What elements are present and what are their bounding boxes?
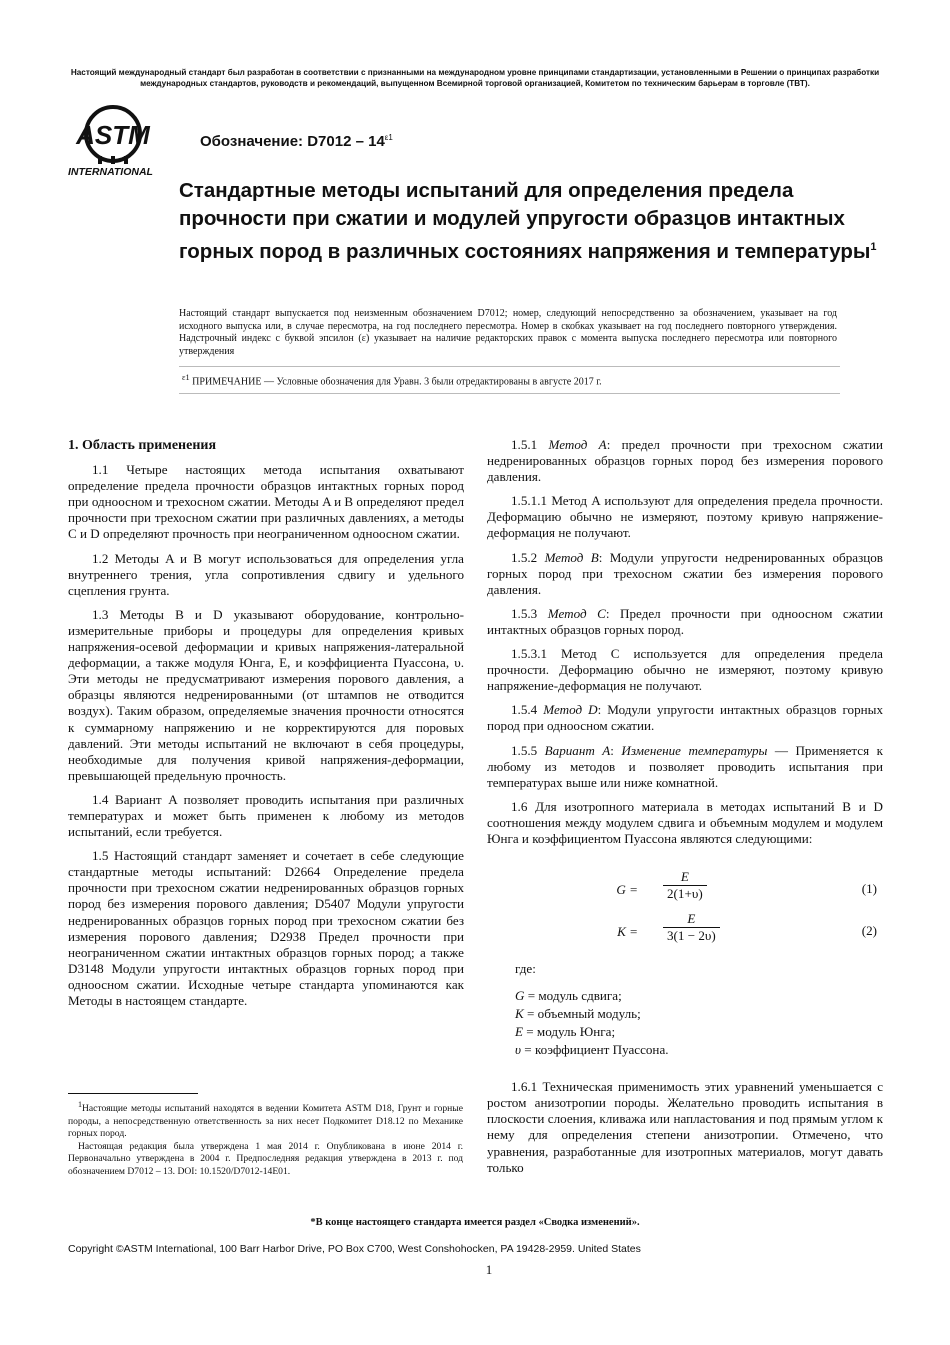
paragraph-1-5-2: 1.5.2 Метод B: Модули упругости недренированных образцов горных пород при трехосном сжатии без измерения порового давления.	[487, 549, 883, 597]
footnote-2: Настоящая редакция была утверждена 1 мая 2014 г. Опубликована в июне 2014 г. Первоначально утверждена в 2004 г. Предпоследняя редакция утверждена в 2013 г. под обозначением D7012 – 13. DOI: 10.1520/D7012-14E01.	[68, 1140, 463, 1177]
editorial-note: $^{\varepsilon 1}$ ПРИМЕЧАНИЕ — Условные обозначения для Уравн. 3 были отредактированы в августе 2017 г.	[179, 366, 840, 394]
definition-item: G = модуль сдвига;	[515, 988, 622, 1004]
paragraph-1-5-5: 1.5.5 Вариант A: Изменение температуры — Применяется к любому из методов и позволяет проводить испытания при температурах выше или ниже комнатной.	[487, 742, 883, 790]
footnotes	[68, 1099, 463, 1178]
paragraph-1-4: 1.4 Вариант A позволяет проводить испытания при различных температурах и может быть применен к любому из методов испытаний, если требуется.	[68, 791, 464, 840]
page-number: 1	[485, 1262, 493, 1277]
footnote-1: $^1$Настоящие методы испытаний находятся в ведении Комитета ASTM D18, Грунт и горные породы, а непосредственную ответственность за них несет Подкомитет D18.12 по Механике горных пород.	[68, 1100, 463, 1140]
where-label: где:	[515, 961, 536, 977]
paragraph-1-2: 1.2 Методы A и B могут использоваться для определения угла внутреннего трения, угла сопротивления сдвигу и удельного сцепления грунта.	[68, 550, 464, 598]
summary-of-changes-note: *В конце настоящего стандарта имеется раздел «Сводка изменений».	[310, 1217, 640, 1228]
paragraph-1-6: 1.6 Для изотропного материала в методах испытаний B и D соотношения между модулем сдвига и объемным модулем и модулем Юнга и коэффициентом Пуассона являются следующими:	[487, 798, 883, 846]
intro-paragraph: Настоящий стандарт выпускается под неизменным обозначением D7012; номер, следующий непосредственно за обозначением, указывает на год исходного выпуска или, в случае пересмотра, на год последнего пересмотра. Номер в скобках указывает на год последнего повторного утверждения. Надстрочный индекс с буквой эпсилон (ε) указывает на наличие редакторских правок с момента выпуска последнего пересмотра или повторного утверждения	[179, 308, 837, 358]
paragraph-1-5-3-1: 1.5.3.1 Метод C используется для определения предела прочности. Деформацию обычно не измеряют, поэтому кривую напряжение-деформация не получают.	[487, 646, 883, 694]
definition-item: K = объемный модуль;	[515, 1006, 641, 1022]
paragraph-1-5-3: 1.5.3 Метод C: Предел прочности при одноосном сжатии интактных образцов горных пород.	[487, 605, 883, 637]
equation-number: (1)	[861, 881, 877, 897]
standard-notice: Настоящий международный стандарт был разработан в соответствии с признанными на международном уровне принципами стандартизации, установленными в Решении о принципах разработки международных стандартов, руководств и рекомендаций, выпущенном Всемирной торговой организацией, Комитетом по техническим барьерам в торговле (ТВТ).	[70, 68, 880, 88]
copyright: Copyright ©ASTM International, 100 Barr Harbor Drive, PO Box C700, West Conshohocken, PA 19428-2959. United States	[68, 1243, 641, 1255]
logo-subtext: INTERNATIONAL	[68, 166, 153, 178]
symbol-definitions	[515, 987, 883, 1059]
left-column	[68, 438, 464, 1017]
footnote-divider	[68, 1093, 198, 1094]
paragraph-1-1: 1.1 Четыре настоящих метода испытания охватывают определение предела прочности образцов интактных горных пород при одноосном и трехосном сжатии. Методы A и B определяют предел прочности при трехосном сжатии при различных давлениях, а методы C и D определяют прочность при неограниченном одноосном сжатии.	[68, 462, 464, 542]
paragraph-1-5: 1.5 Настоящий стандарт заменяет и сочетает в себе следующие стандартные методы испытаний: D2664 Определение предела прочности при трехосном сжатии недренированных образцов горных пород без измерения порового давления; D5407 Модули упругости недренированных образцов горных пород при трехосном сжатии без измерения порового давления; D2938 Предел прочности при неограниченном сжатии интактных образцов горных пород; а также D3148 Модули упругости интактных образцов горных пород при одноосном сжатии. Исходные четыре стандарта упоминаются как Методы в настоящем стандарте.	[68, 848, 464, 1008]
designation-superscript: ε1	[384, 133, 393, 142]
paragraph-1-5-1: 1.5.1 Метод A: предел прочности при трехосном сжатии недренированных образцов горных пород без измерения порового давления.	[487, 437, 883, 485]
paragraph-1-3: 1.3 Методы B и D указывают оборудование, контрольно-измерительные приборы и процедуры для определения кривых напряжения-осевой деформации и кривых напряжения-латеральной деформации, а также модуля Юнга, E, и коэффициента Пуассона, υ. Эти методы не предусматривают измерения порового давления, а образцы являются недренированными (от штампов не отводится воздух). Таким образом, определяемые значения прочности относятся к суммарному напряжению и не корректируются для поровых давлений. Эти методы испытаний не включают в себя процедуры, необходимые для получения кривой напряжения-деформации, превышающей предельную прочность.	[68, 606, 464, 783]
paragraph-1-6-1: 1.6.1 Техническая применимость этих уравнений уменьшается с ростом анизотропии породы. Желательно проводить испытания в плоскости слоения, кливажа или напластования и под прямым углом к нему для определения степени анизотропии. Отмечено, что уравнения, разработанные для изотропных материалов, могут давать только	[487, 1079, 883, 1175]
paragraph-1-5-4: 1.5.4 Метод D: Модули упругости интактных образцов горных пород при одноосном сжатии.	[487, 702, 883, 734]
section-title: 1. Область применения	[68, 438, 217, 453]
paragraph-1-5-1-1: 1.5.1.1 Метод A используют для определения предела прочности. Деформацию обычно не измеряют, поэтому кривую напряжение-деформация не получают.	[487, 493, 883, 541]
document-title: Стандартные методы испытаний для определения предела прочности при сжатии и модулей упругости образцов интактных горных пород в различных состояниях напряжения и температуры$^1$	[179, 179, 877, 263]
title-footnote-mark: 1	[870, 241, 877, 253]
logo-text: ASTM	[76, 120, 150, 150]
equation-1: G = $\frac{E}{2(1+\upsilon)}$ (1)	[616, 869, 877, 902]
equation-2: K = $\frac{E}{3(1 - 2\upsilon)}$ (2)	[617, 911, 877, 944]
designation: Обозначение: $D7012 - 14^{\varepsilon 1}$	[200, 133, 393, 150]
definition-item: E = модуль Юнга;	[515, 1024, 616, 1040]
astm-logo	[68, 104, 168, 178]
definition-item: υ = коэффициент Пуассона.	[515, 1042, 669, 1058]
equation-number: (2)	[861, 923, 877, 939]
right-column	[487, 437, 883, 1184]
